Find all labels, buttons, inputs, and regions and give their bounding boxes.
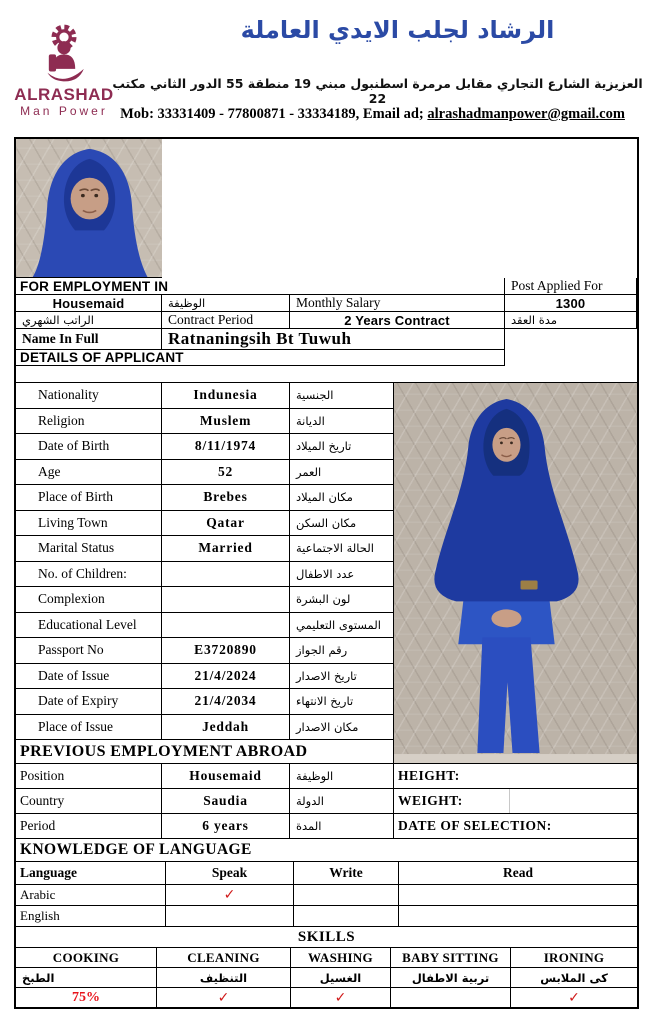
skill-check: ✓: [157, 988, 291, 1007]
field-value: Jeddah: [162, 715, 290, 741]
headshot-figure: [16, 139, 162, 277]
field-label: Post Applied For: [505, 278, 637, 295]
field-label: Age: [16, 460, 162, 486]
field-label: Place of Issue: [16, 715, 162, 741]
skills-table: [16, 948, 637, 1007]
field-label: Monthly Salary: [290, 295, 505, 312]
field-value: Housemaid: [16, 295, 162, 312]
field-label-arabic: عدد الاطفال: [290, 562, 394, 588]
field-value: [162, 613, 290, 639]
field-label-arabic: مكان السكن: [290, 511, 394, 537]
field-label: Living Town: [16, 511, 162, 537]
field-label-arabic: رقم الجواز: [290, 638, 394, 664]
field-label-arabic: الوظيفة: [162, 295, 290, 312]
field-label: Nationality: [16, 383, 162, 409]
language-name: English: [16, 906, 166, 927]
language-name: Arabic: [16, 885, 166, 906]
field-label-arabic: لون البشرة: [290, 587, 394, 613]
field-label: Position: [16, 764, 162, 789]
field-label: No. of Children:: [16, 562, 162, 588]
field-label-arabic: تاريخ الاصدار: [290, 664, 394, 690]
field-label: Date of Issue: [16, 664, 162, 690]
field-label-arabic: الجنسية: [290, 383, 394, 409]
field-value: 1300: [505, 295, 637, 312]
date-of-selection-field: DATE OF SELECTION:: [394, 814, 637, 839]
field-label-arabic: تاريخ الميلاد: [290, 434, 394, 460]
skill-header-arabic: الطبخ: [16, 968, 157, 988]
field-label-arabic: الحالة الاجتماعية: [290, 536, 394, 562]
field-label-arabic: الوظيفة: [290, 764, 394, 789]
field-label-arabic: مدة العقد: [505, 312, 637, 329]
name-label: Name In Full: [16, 329, 162, 350]
field-label-arabic: الراتب الشهري: [16, 312, 162, 329]
cv-form: [14, 137, 639, 1009]
contact-line: [104, 106, 641, 123]
field-label-arabic: المدة: [290, 814, 394, 839]
full-body-figure: [394, 383, 637, 763]
write-cell: [294, 885, 399, 906]
agency-title-arabic: الرشاد لجلب الايدي العاملة: [240, 16, 555, 44]
cell-divider: [509, 789, 510, 813]
page-header: [0, 0, 657, 137]
section-title-skills: SKILLS: [16, 927, 637, 948]
field-value: 52: [162, 460, 290, 486]
field-label: Date of Birth: [16, 434, 162, 460]
read-cell: [399, 906, 637, 927]
field-label: Date of Expiry: [16, 689, 162, 715]
field-label: Educational Level: [16, 613, 162, 639]
field-label-arabic: تاريخ الانتهاء: [290, 689, 394, 715]
field-label-arabic: العمر: [290, 460, 394, 486]
weight-label: WEIGHT:: [398, 793, 463, 808]
skill-header-arabic: تربية الاطفال: [391, 968, 511, 988]
speak-check: [166, 906, 294, 927]
section-title-employment: FOR EMPLOYMENT IN: [16, 278, 505, 295]
agency-address-arabic: العزيزية الشارع التجاري مقابل مرمرة اسطنبول مبني 19 منطقة 55 الدور الثاني مكتب 22: [112, 76, 643, 106]
field-value: Qatar: [162, 511, 290, 537]
field-label-arabic: مكان الاصدار: [290, 715, 394, 741]
field-value: 21/4/2034: [162, 689, 290, 715]
applicant-full-body-photo: [394, 383, 637, 764]
field-value: Housemaid: [162, 764, 290, 789]
skill-header-arabic: التنظيف: [157, 968, 291, 988]
field-value: 8/11/1974: [162, 434, 290, 460]
column-header: Speak: [166, 862, 294, 885]
field-label: Period: [16, 814, 162, 839]
field-label: Marital Status: [16, 536, 162, 562]
skill-check: [391, 988, 511, 1007]
field-label: Religion: [16, 409, 162, 435]
logo-subtitle: Man Power: [20, 103, 108, 118]
applicant-headshot-photo: [16, 139, 162, 278]
field-value: 2 Years Contract: [290, 312, 505, 329]
field-label: Passport No: [16, 638, 162, 664]
field-value: [162, 587, 290, 613]
skill-header-arabic: كى الملابس: [511, 968, 637, 988]
field-label-arabic: الدولة: [290, 789, 394, 814]
column-header: Read: [399, 862, 637, 885]
skill-check: ✓: [568, 989, 580, 1006]
skill-header: COOKING: [16, 948, 157, 968]
email-link[interactable]: alrashadmanpower@gmail.com: [427, 106, 625, 122]
field-label-arabic: المستوى التعليمي: [290, 613, 394, 639]
speak-check: ✓: [166, 885, 294, 906]
skill-header: WASHING: [291, 948, 391, 968]
section-title-details: DETAILS OF APPLICANT: [16, 350, 505, 366]
write-cell: [294, 906, 399, 927]
details-table: [16, 383, 637, 764]
skill-percent: 75%: [16, 988, 157, 1007]
field-value: 21/4/2024: [162, 664, 290, 690]
field-value: Indunesia: [162, 383, 290, 409]
previous-employment-table: [16, 764, 637, 839]
language-table: [16, 862, 637, 927]
field-value: Brebes: [162, 485, 290, 511]
skill-header: IRONING: [511, 948, 637, 968]
field-label: Country: [16, 789, 162, 814]
field-value: Married: [162, 536, 290, 562]
skill-header: CLEANING: [157, 948, 291, 968]
field-label: Contract Period: [162, 312, 290, 329]
field-label: Place of Birth: [16, 485, 162, 511]
logo-name: ALRASHAD: [14, 85, 114, 104]
field-label-arabic: الديانة: [290, 409, 394, 435]
skill-header: BABY SITTING: [391, 948, 511, 968]
field-value: [162, 562, 290, 588]
skill-header-arabic: الغسيل: [291, 968, 391, 988]
skill-check: ✓: [291, 988, 391, 1007]
field-value: 6 years: [162, 814, 290, 839]
field-value: Muslem: [162, 409, 290, 435]
phone-numbers: Mob: 33331409 - 77800871 - 33334189, Email ad;: [120, 106, 428, 122]
spacer-row: [16, 366, 637, 383]
field-label: Complexion: [16, 587, 162, 613]
applicant-full-name: Ratnaningsih Bt Tuwuh: [162, 329, 505, 350]
section-title-previous-employment: PREVIOUS EMPLOYMENT ABROAD: [16, 740, 394, 764]
field-label-arabic: مكان الميلاد: [290, 485, 394, 511]
employment-table: [16, 139, 637, 366]
column-header: Language: [16, 862, 166, 885]
field-value: Saudia: [162, 789, 290, 814]
weight-field: [394, 789, 637, 814]
column-header: Write: [294, 862, 399, 885]
field-value: E3720890: [162, 638, 290, 664]
gear-person-hand-icon: [8, 20, 120, 86]
read-cell: [399, 885, 637, 906]
section-title-language: KNOWLEDGE OF LANGUAGE: [16, 839, 637, 862]
height-field: HEIGHT:: [394, 764, 637, 789]
